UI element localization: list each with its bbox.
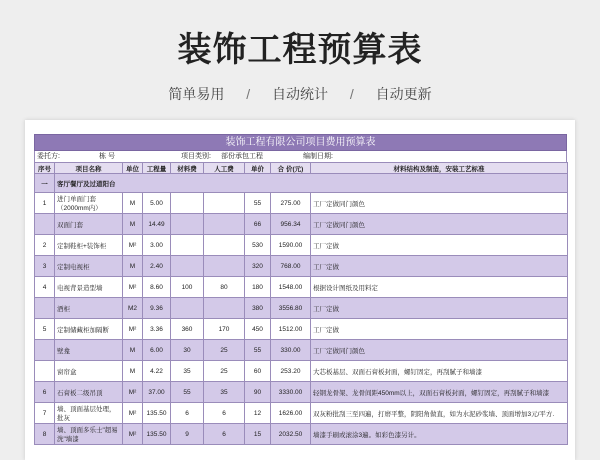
row-no: 7 [35,403,55,424]
unit: M² [123,319,143,340]
material-cost [171,298,204,319]
total-price: 956.34 [271,214,311,235]
tag-separator: / [246,86,251,102]
labor-cost: 25 [204,340,245,361]
labor-cost: 170 [204,319,245,340]
material-cost: 360 [171,319,204,340]
process-note: 工厂定做同门颜色 [311,193,568,214]
item-name: 进门单面门套（2000mm内） [55,193,123,214]
quantity: 3.00 [143,235,171,256]
material-cost: 100 [171,277,204,298]
tag-separator: / [349,86,354,102]
total-price: 1626.00 [271,403,311,424]
table-row [35,340,568,361]
quantity: 9.36 [143,298,171,319]
labor-cost [204,193,245,214]
unit-price: 380 [245,298,271,319]
unit-price: 90 [245,382,271,403]
item-name: 定制电视柜 [55,256,123,277]
material-cost [171,235,204,256]
tag-autostat: 自动统计 [272,86,328,102]
table-row [35,214,568,235]
quantity: 3.36 [143,319,171,340]
category-value: 部份承包工程 [221,153,263,160]
process-note: 墙漆手刷或滚涂3遍。如彩色漆另计。 [311,424,568,445]
tag-easy: 简单易用 [168,86,225,102]
total-price: 275.00 [271,193,311,214]
col-header: 序号 [35,163,55,174]
item-name: 定制鞋柜+装饰柜 [55,235,123,256]
quantity: 8.60 [143,277,171,298]
table-row [35,319,568,340]
labor-cost [204,235,245,256]
page-title: 装饰工程预算表 [177,31,423,69]
tag-autoupdate: 自动更新 [375,86,432,102]
item-name: 酒柜 [55,298,123,319]
row-no [35,340,55,361]
unit-price: 66 [245,214,271,235]
table-row [35,256,568,277]
unit: M [123,361,143,382]
table-row [35,382,568,403]
item-name: 石膏板二级吊顶 [55,382,123,403]
total-price: 253.20 [271,361,311,382]
unit: M² [123,382,143,403]
total-price: 330.00 [271,340,311,361]
labor-cost: 80 [204,277,245,298]
unit: M [123,340,143,361]
unit: M² [123,403,143,424]
quantity: 135.50 [143,424,171,445]
unit: M² [123,424,143,445]
item-name: 电视背景造型墙 [55,277,123,298]
spreadsheet-preview [25,120,575,460]
process-note: 轻钢龙骨架、龙骨间距450mm以上，双面石膏板封面，螺钉固定，再刮腻子和墙漆 [311,382,568,403]
col-header: 合 价(元) [271,163,311,174]
col-header: 项目名称 [55,163,123,174]
process-note: 工厂定做同门颜色 [311,340,568,361]
unit: M [123,214,143,235]
item-name: 壁龛 [55,340,123,361]
table-row [35,361,568,382]
table-row [35,277,568,298]
process-note: 工厂定做同门颜色 [311,214,568,235]
quantity: 4.22 [143,361,171,382]
section-row [35,174,568,193]
quantity: 5.00 [143,193,171,214]
row-no [35,214,55,235]
row-no: 1 [35,193,55,214]
unit: M [123,256,143,277]
tagline [0,84,600,104]
row-no: 6 [35,382,55,403]
quantity: 6.00 [143,340,171,361]
table-row [35,403,568,424]
quantity: 2.40 [143,256,171,277]
building-label: 栋 号 [99,153,115,160]
total-price: 1512.00 [271,319,311,340]
unit-price: 55 [245,193,271,214]
labor-cost: 25 [204,361,245,382]
row-no: 5 [35,319,55,340]
material-cost: 9 [171,424,204,445]
labor-cost: 6 [204,424,245,445]
labor-cost [204,214,245,235]
section-no: 一 [35,174,55,193]
col-header: 工程量 [143,163,171,174]
section-name: 客厅餐厅及过道阳台 [55,174,568,193]
material-cost: 30 [171,340,204,361]
unit-price: 12 [245,403,271,424]
date-label: 编制日期: [303,153,333,160]
unit: M [123,193,143,214]
material-cost [171,193,204,214]
process-note: 工厂定做 [311,256,568,277]
unit-price: 530 [245,235,271,256]
process-note: 工厂定做 [311,298,568,319]
unit-price: 15 [245,424,271,445]
material-cost [171,214,204,235]
row-no: 4 [35,277,55,298]
process-note: 双灰粉批刮三至四遍，打磨平整，阴阳角做直，如为水泥砂浆墙、顶面增加3元/平方. [311,403,568,424]
unit-price: 320 [245,256,271,277]
item-name: 墙、顶面多乐士"超易洗"墙漆 [55,424,123,445]
total-price: 2032.50 [271,424,311,445]
total-price: 3556.80 [271,298,311,319]
process-note: 工厂定做 [311,235,568,256]
row-no: 3 [35,256,55,277]
client-label: 委托方: [37,153,60,160]
col-header: 材料结构及制造，安装工艺标准 [311,163,568,174]
labor-cost [204,256,245,277]
labor-cost: 35 [204,382,245,403]
unit-price: 450 [245,319,271,340]
quantity: 14.49 [143,214,171,235]
meta-row [34,151,567,162]
material-cost: 6 [171,403,204,424]
labor-cost: 6 [204,403,245,424]
quantity: 37.00 [143,382,171,403]
process-note: 工厂定做 [311,319,568,340]
item-name: 双面门套 [55,214,123,235]
row-no [35,298,55,319]
total-price: 1590.00 [271,235,311,256]
total-price: 3330.00 [271,382,311,403]
row-no: 8 [35,424,55,445]
table-row [35,193,568,214]
unit-price: 180 [245,277,271,298]
material-cost: 55 [171,382,204,403]
col-header: 单价 [245,163,271,174]
labor-cost [204,298,245,319]
sheet-title: 装饰工程有限公司项目费用预算表 [34,134,567,151]
table-row [35,298,568,319]
total-price: 1548.00 [271,277,311,298]
col-header: 单位 [123,163,143,174]
budget-table [34,162,568,445]
quantity: 135.50 [143,403,171,424]
header-row [35,163,568,174]
row-no: 2 [35,235,55,256]
item-name: 墙、顶面基层处理，批灰 [55,403,123,424]
col-header: 材料费 [171,163,204,174]
process-note: 大芯板基层、双面石膏板封面，螺钉固定，再刮腻子和墙漆 [311,361,568,382]
col-header: 人工费 [204,163,245,174]
item-name: 窗帘盒 [55,361,123,382]
row-no [35,361,55,382]
process-note: 根据设计图纸及用料定 [311,277,568,298]
table-row [35,235,568,256]
material-cost: 35 [171,361,204,382]
unit-price: 60 [245,361,271,382]
material-cost [171,256,204,277]
item-name: 定制储藏柜加隔断 [55,319,123,340]
category-label: 项目类别: [181,153,211,160]
unit-price: 55 [245,340,271,361]
unit: M² [123,235,143,256]
unit: M² [123,277,143,298]
unit: M2 [123,298,143,319]
table-row [35,424,568,445]
total-price: 768.00 [271,256,311,277]
